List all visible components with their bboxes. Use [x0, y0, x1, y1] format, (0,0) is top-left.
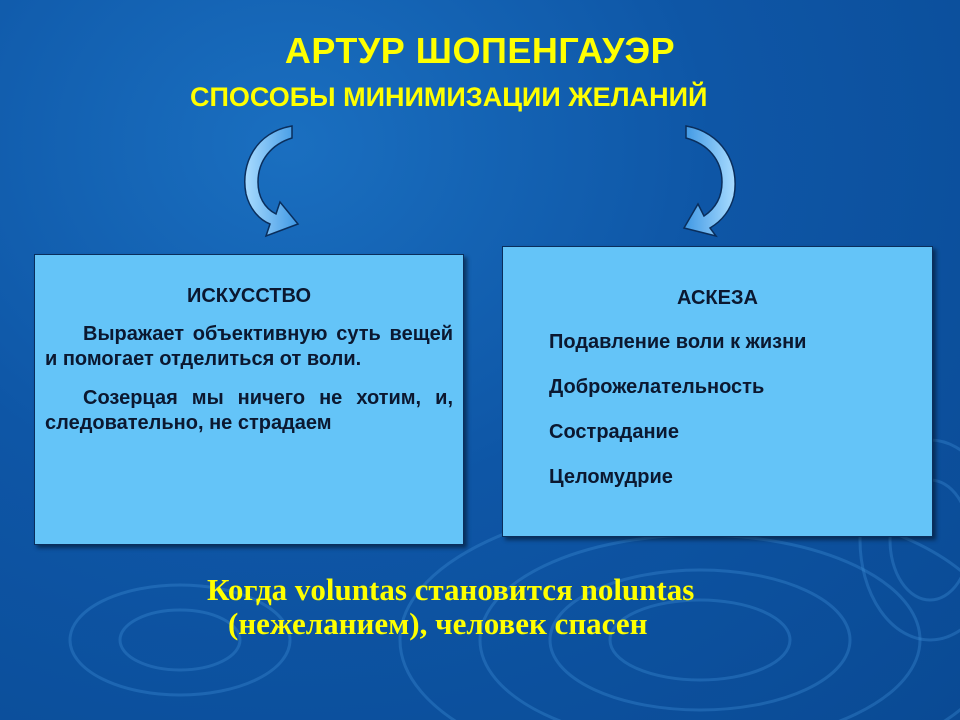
curved-arrow-left-icon	[236, 124, 308, 242]
ascetic-item: Доброжелательность	[549, 376, 765, 398]
art-paragraph-1: Выражает объективную суть вещей и помогает отделиться от воли.	[45, 323, 453, 370]
conclusion-line-2: (нежеланием), человек спасен	[228, 606, 648, 641]
ascetic-box	[502, 246, 933, 537]
art-paragraph-2: Созерцая мы ничего не хотим, и, следовательно, не страдаем	[45, 387, 453, 434]
page-subtitle: СПОСОБЫ МИНИМИЗАЦИИ ЖЕЛАНИЙ	[190, 82, 708, 112]
page-title: АРТУР ШОПЕНГАУЭР	[284, 30, 676, 71]
ascetic-item: Подавление воли к жизни	[549, 331, 807, 353]
conclusion-line-1: Когда voluntas становится noluntas	[207, 572, 695, 607]
ascetic-item: Сострадание	[549, 421, 679, 443]
ascetic-item: Целомудрие	[549, 466, 673, 488]
art-heading: ИСКУССТВО	[186, 285, 312, 307]
ascetic-heading: АСКЕЗА	[677, 287, 758, 309]
art-box	[34, 254, 464, 545]
curved-arrow-right-icon	[676, 124, 748, 242]
